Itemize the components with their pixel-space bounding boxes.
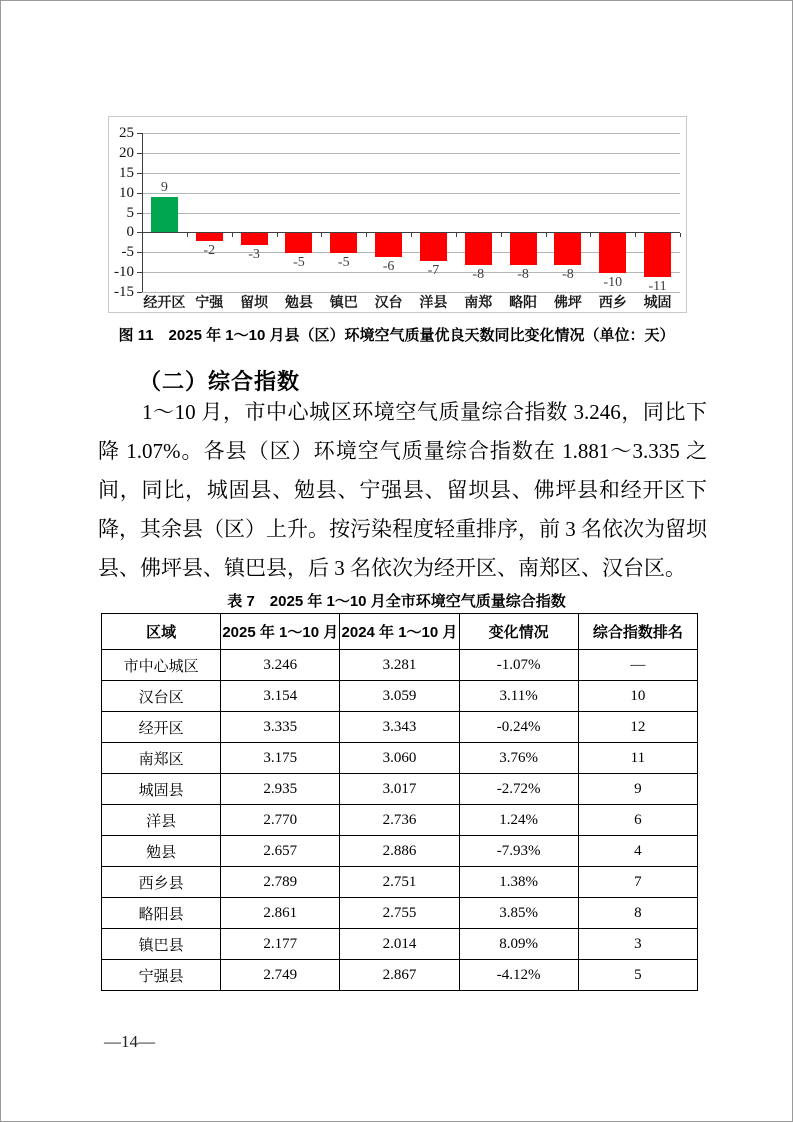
x-category-label: 镇巴	[329, 296, 358, 311]
value-2025-cell: 2.657	[221, 836, 340, 867]
column-header: 变化情况	[459, 614, 578, 650]
x-axis-tick	[321, 233, 322, 237]
change-cell: 3.85%	[459, 898, 578, 929]
region-cell: 略阳县	[102, 898, 221, 929]
x-category-label: 留坝	[240, 296, 269, 311]
summary-table	[101, 613, 698, 991]
rank-cell: 10	[578, 681, 697, 712]
rank-cell: 11	[578, 743, 697, 774]
bar	[465, 233, 492, 265]
x-category-label: 略阳	[509, 296, 538, 311]
bar-value-label: 9	[160, 179, 168, 195]
value-2024-cell: 2.867	[340, 960, 459, 991]
change-cell: 3.76%	[459, 743, 578, 774]
bar	[599, 233, 626, 273]
x-category-label: 勉县	[284, 296, 313, 311]
region-cell: 西乡县	[102, 867, 221, 898]
bar-value-label: -7	[427, 263, 440, 279]
value-2025-cell: 3.335	[221, 712, 340, 743]
bar-value-label: -6	[382, 259, 395, 275]
y-tick-label: 5	[126, 204, 134, 221]
rank-cell: 5	[578, 960, 697, 991]
change-cell: 3.11%	[459, 681, 578, 712]
x-axis-tick	[232, 233, 233, 237]
x-axis-tick	[680, 233, 681, 237]
x-axis-tick	[277, 233, 278, 237]
table-row	[102, 960, 698, 991]
x-category-label: 佛坪	[553, 296, 582, 311]
table-row	[102, 743, 698, 774]
change-cell: -2.72%	[459, 774, 578, 805]
value-2024-cell: 2.736	[340, 805, 459, 836]
x-axis-tick	[456, 233, 457, 237]
table-row	[102, 712, 698, 743]
rank-cell: 9	[578, 774, 697, 805]
value-2024-cell: 3.281	[340, 650, 459, 681]
x-category-label: 南郑	[464, 296, 493, 311]
bar	[420, 233, 447, 261]
change-cell: 1.24%	[459, 805, 578, 836]
x-category-label: 城固	[643, 296, 672, 311]
value-2025-cell: 3.154	[221, 681, 340, 712]
region-cell: 城固县	[102, 774, 221, 805]
y-tick-label: -5	[121, 244, 134, 261]
bar	[510, 233, 537, 265]
bar	[196, 233, 223, 241]
table-row	[102, 650, 698, 681]
bar	[375, 233, 402, 257]
table-row	[102, 805, 698, 836]
y-axis	[142, 133, 143, 292]
change-cell: -0.24%	[459, 712, 578, 743]
x-axis-tick	[411, 233, 412, 237]
rank-cell: 4	[578, 836, 697, 867]
table-row	[102, 929, 698, 960]
value-2024-cell: 3.343	[340, 712, 459, 743]
bar	[644, 233, 671, 277]
y-tick-label: 20	[119, 144, 134, 161]
table-row	[102, 867, 698, 898]
table-row	[102, 681, 698, 712]
gridline	[142, 133, 680, 134]
bar	[241, 233, 268, 245]
rank-cell: 3	[578, 929, 697, 960]
region-cell: 经开区	[102, 712, 221, 743]
bar	[330, 233, 357, 253]
bar-value-label: -5	[293, 255, 305, 271]
region-cell: 市中心城区	[102, 650, 221, 681]
value-2025-cell: 3.175	[221, 743, 340, 774]
figure-caption: 图 11 2025 年 1～10 月县（区）环境空气质量优良天数同比变化情况（单位：天）	[118, 327, 675, 344]
rank-cell: —	[578, 650, 697, 681]
y-tick-label: 25	[119, 125, 134, 141]
value-2024-cell: 2.755	[340, 898, 459, 929]
x-axis-tick	[366, 233, 367, 237]
region-cell: 南郑区	[102, 743, 221, 774]
rank-cell: 12	[578, 712, 697, 743]
table-row	[102, 898, 698, 929]
x-axis-tick	[142, 233, 143, 237]
change-cell: -4.12%	[459, 960, 578, 991]
bar	[285, 233, 312, 253]
region-cell: 宁强县	[102, 960, 221, 991]
region-cell: 洋县	[102, 805, 221, 836]
value-2025-cell: 2.770	[221, 805, 340, 836]
value-2024-cell: 3.017	[340, 774, 459, 805]
value-2025-cell: 3.246	[221, 650, 340, 681]
y-tick-label: -15	[114, 284, 134, 300]
body-paragraph: 1～10 月，市中心城区环境空气质量综合指数 3.246，同比下降 1.07%。各县（区）环境空气质量综合指数在 1.881～3.335 之间，同比，城固县、勉县、宁强县、留坝县、佛坪县和经开区下降，其余县（区）上升。按污染程度轻重排序，前 3 名依次为留坝县、佛坪县、镇巴县，后 3 名依次为经开区、南郑区、汉台区。	[98, 400, 707, 580]
region-cell: 镇巴县	[102, 929, 221, 960]
bar-chart	[108, 116, 687, 313]
bar-value-label: -5	[337, 255, 350, 271]
column-header: 2024 年 1～10 月	[340, 614, 459, 650]
y-tick-label: -10	[114, 264, 134, 281]
x-category-label: 洋县	[419, 296, 448, 311]
bar	[151, 197, 178, 233]
x-axis-tick	[590, 233, 591, 237]
bar-value-label: -8	[472, 267, 485, 283]
change-cell: -7.93%	[459, 836, 578, 867]
bar-value-label: -10	[603, 275, 623, 291]
value-2024-cell: 3.059	[340, 681, 459, 712]
value-2024-cell: 2.886	[340, 836, 459, 867]
value-2025-cell: 2.861	[221, 898, 340, 929]
y-axis-tick	[137, 292, 142, 293]
x-category-label: 宁强	[195, 296, 224, 311]
value-2025-cell: 2.177	[221, 929, 340, 960]
region-cell: 汉台区	[102, 681, 221, 712]
table-title: 表 7 2025 年 1～10 月全市环境空气质量综合指数	[227, 593, 566, 610]
gridline	[142, 153, 680, 154]
table-row	[102, 774, 698, 805]
value-2025-cell: 2.749	[221, 960, 340, 991]
table-row	[102, 836, 698, 867]
column-header: 2025 年 1～10 月	[221, 614, 340, 650]
y-tick-label: 0	[126, 224, 134, 241]
page-number: —14—	[104, 1032, 155, 1051]
change-cell: -1.07%	[459, 650, 578, 681]
bar-value-label: -3	[248, 247, 260, 263]
section-heading: （二）综合指数	[139, 369, 301, 394]
y-tick-label: 15	[119, 164, 134, 181]
y-tick-label: 10	[119, 184, 134, 201]
x-category-label: 西乡	[598, 296, 627, 311]
bar	[554, 233, 581, 265]
region-cell: 勉县	[102, 836, 221, 867]
column-header: 综合指数排名	[578, 614, 697, 650]
value-2024-cell: 3.060	[340, 743, 459, 774]
gridline	[142, 193, 680, 194]
bar-value-label: -8	[562, 267, 574, 283]
column-header: 区域	[102, 614, 221, 650]
value-2024-cell: 2.014	[340, 929, 459, 960]
value-2025-cell: 2.789	[221, 867, 340, 898]
x-axis-tick	[635, 233, 636, 237]
bar-value-label: -11	[648, 279, 667, 295]
table-header-row	[102, 614, 698, 650]
x-category-label: 经开区	[143, 296, 186, 311]
x-axis-tick	[501, 233, 502, 237]
value-2025-cell: 2.935	[221, 774, 340, 805]
gridline	[142, 173, 680, 174]
bar-value-label: -8	[517, 267, 529, 283]
x-axis-tick	[546, 233, 547, 237]
x-category-label: 汉台	[374, 296, 403, 311]
rank-cell: 7	[578, 867, 697, 898]
rank-cell: 6	[578, 805, 697, 836]
gridline	[142, 213, 680, 214]
value-2024-cell: 2.751	[340, 867, 459, 898]
rank-cell: 8	[578, 898, 697, 929]
bar-value-label: -2	[203, 243, 216, 259]
change-cell: 8.09%	[459, 929, 578, 960]
x-axis-tick	[187, 233, 188, 237]
change-cell: 1.38%	[459, 867, 578, 898]
gridline	[142, 292, 680, 293]
